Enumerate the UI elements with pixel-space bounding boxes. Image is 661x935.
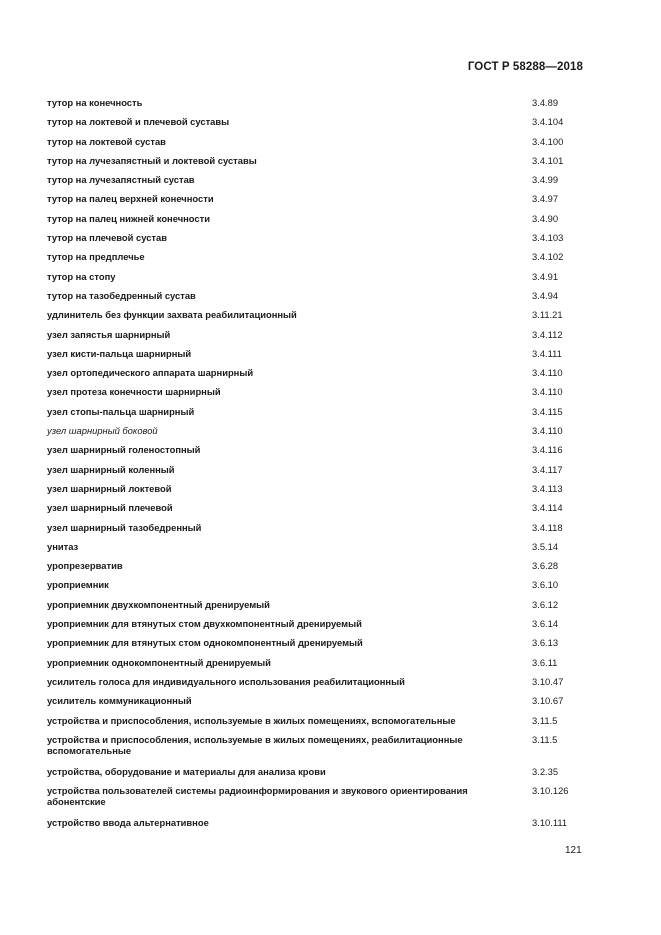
index-ref: 3.6.12: [532, 598, 559, 610]
index-term: уроприемник двухкомпонентный дренируемый: [47, 598, 270, 610]
index-ref: 3.4.116: [532, 444, 563, 456]
index-term: устройство ввода альтернативное: [47, 817, 209, 829]
index-entry: [47, 406, 587, 425]
index-term: узел шарнирный коленный: [47, 463, 175, 475]
index-ref: 3.4.100: [532, 135, 564, 147]
index-term: тутор на палец верхней конечности: [47, 193, 214, 205]
index-ref: 3.10.111: [532, 817, 568, 829]
index-entry: [47, 174, 587, 193]
index-term: тутор на тазобедренный сустав: [47, 289, 196, 301]
index-entry: [47, 444, 587, 463]
index-term: уроприемник для втянутых стом однокомпонентный дренируемый: [47, 637, 363, 649]
index-entry: [47, 271, 587, 290]
index-entry: [47, 309, 587, 328]
index-ref: 3.4.99: [532, 174, 559, 186]
index-entry: [47, 599, 587, 618]
index-entry: [47, 715, 587, 734]
index-entry: [47, 695, 587, 714]
index-ref: 3.4.89: [532, 97, 559, 108]
index-term: тутор на лучезапястный сустав: [47, 174, 195, 186]
index-entry: [47, 734, 587, 766]
index-term: тутор на лучезапястный и локтевой суставы: [47, 154, 257, 166]
index-term: унитаз: [47, 540, 79, 552]
index-entry: [47, 155, 587, 174]
index-term: усилитель коммуникационный: [47, 695, 192, 707]
index-term: уроприемник для втянутых стом двухкомпонентный дренируемый: [47, 618, 362, 630]
index-term: узел шарнирный голеностопный: [47, 444, 201, 456]
index-entry: [47, 290, 587, 309]
index-ref: 3.4.101: [532, 154, 564, 166]
index-ref: 3.2.35: [532, 765, 559, 777]
index-entry: [47, 502, 587, 521]
index-term: уроприемник: [47, 579, 109, 591]
index-ref: 3.4.112: [532, 328, 563, 340]
index-ref: 3.4.114: [532, 502, 563, 514]
index-term: тутор на локтевой сустав: [47, 135, 166, 147]
index-term: уроприемник однокомпонентный дренируемый: [47, 656, 271, 668]
index-entry: [47, 116, 587, 135]
index-ref: 3.4.110: [532, 367, 563, 379]
index-term: устройства и приспособления, используемые в жилых помещениях, вспомогательные: [47, 714, 456, 726]
index-entry: [47, 817, 587, 836]
index-term: узел стопы-пальца шарнирный: [47, 405, 195, 417]
index-ref: 3.4.113: [532, 482, 563, 494]
index-ref: 3.4.91: [532, 270, 559, 282]
index-ref: 3.11.21: [532, 309, 563, 321]
index-term: уропрезерватив: [47, 560, 123, 572]
index-ref: 3.6.28: [532, 560, 559, 572]
index-entry: [47, 193, 587, 212]
index-term: узел шарнирный плечевой: [47, 502, 173, 514]
index-entry: [47, 618, 587, 637]
index-ref: 3.4.97: [532, 193, 559, 205]
index-ref: 3.4.90: [532, 212, 559, 224]
index-ref: 3.10.67: [532, 695, 564, 707]
index-term: усилитель голоса для индивидуального использования реабилитационный: [47, 675, 405, 687]
index-term: устройства, оборудование и материалы для анализа крови: [47, 765, 326, 777]
index-entry: [47, 348, 587, 367]
index-ref: 3.6.11: [532, 656, 558, 668]
index-term: удлинитель без функции захвата реабилитационный: [47, 309, 297, 321]
index-entry: [47, 676, 587, 695]
index-entry: [47, 367, 587, 386]
index-entry: [47, 425, 587, 444]
index-entry: [47, 97, 587, 116]
index-ref: 3.4.94: [532, 289, 559, 301]
index-term: тутор на стопу: [47, 270, 116, 282]
index-term: узел шарнирный боковой: [47, 425, 158, 437]
index-term: тутор на плечевой сустав: [47, 232, 168, 244]
index-term: узел ортопедического аппарата шарнирный: [47, 367, 254, 379]
index-ref: 3.10.126: [532, 785, 569, 797]
index-term: узел протеза конечности шарнирный: [47, 386, 221, 398]
index-entry: [47, 522, 587, 541]
index-entry: [47, 541, 587, 560]
index-ref: 3.4.104: [532, 116, 564, 128]
index-term: узел кисти-пальца шарнирный: [47, 347, 192, 359]
index-entry: [47, 560, 587, 579]
index-term: тутор на конечность: [47, 97, 143, 108]
index-entry: [47, 251, 587, 270]
index-entry: [47, 213, 587, 232]
index-ref: 3.4.115: [532, 405, 563, 417]
index-entry: [47, 232, 587, 251]
index-term: узел запястья шарнирный: [47, 328, 171, 340]
index-term: тутор на предплечье: [47, 251, 145, 263]
index-entry: [47, 464, 587, 483]
index-entry: [47, 386, 587, 405]
index-entry: [47, 637, 587, 656]
index-entry: [47, 766, 587, 785]
index-ref: 3.4.111: [532, 347, 562, 359]
index-term: узел шарнирный тазобедренный: [47, 521, 202, 533]
index-entry: [47, 483, 587, 502]
index-ref: 3.4.102: [532, 251, 564, 263]
term-index: [47, 97, 587, 836]
index-entry: [47, 657, 587, 676]
index-term: узел шарнирный локтевой: [47, 482, 172, 494]
index-term: тутор на палец нижней конечности: [47, 212, 210, 224]
index-entry: [47, 329, 587, 348]
index-ref: 3.11.5: [532, 733, 558, 745]
index-ref: 3.4.117: [532, 463, 563, 475]
index-ref: 3.6.10: [532, 579, 559, 591]
index-ref: 3.5.14: [532, 540, 559, 552]
index-term: устройства и приспособления, используемые в жилых помещениях, реабилитационные вспомогательные: [47, 733, 463, 756]
index-ref: 3.11.5: [532, 714, 558, 726]
index-entry: [47, 785, 587, 817]
index-entry: [47, 579, 587, 598]
index-ref: 3.4.110: [532, 425, 563, 437]
index-ref: 3.6.13: [532, 637, 559, 649]
index-entry: [47, 136, 587, 155]
index-ref: 3.4.103: [532, 232, 564, 244]
index-term: тутор на локтевой и плечевой суставы: [47, 116, 230, 128]
index-term: устройства пользователей системы радиоинформирования и звукового ориентирования абонентские: [47, 785, 468, 808]
page-number: 121: [565, 845, 582, 856]
index-ref: 3.4.110: [532, 386, 563, 398]
document-header: ГОСТ Р 58288—2018: [467, 61, 583, 73]
index-ref: 3.10.47: [532, 675, 564, 687]
index-ref: 3.6.14: [532, 618, 559, 630]
index-ref: 3.4.118: [532, 521, 563, 533]
